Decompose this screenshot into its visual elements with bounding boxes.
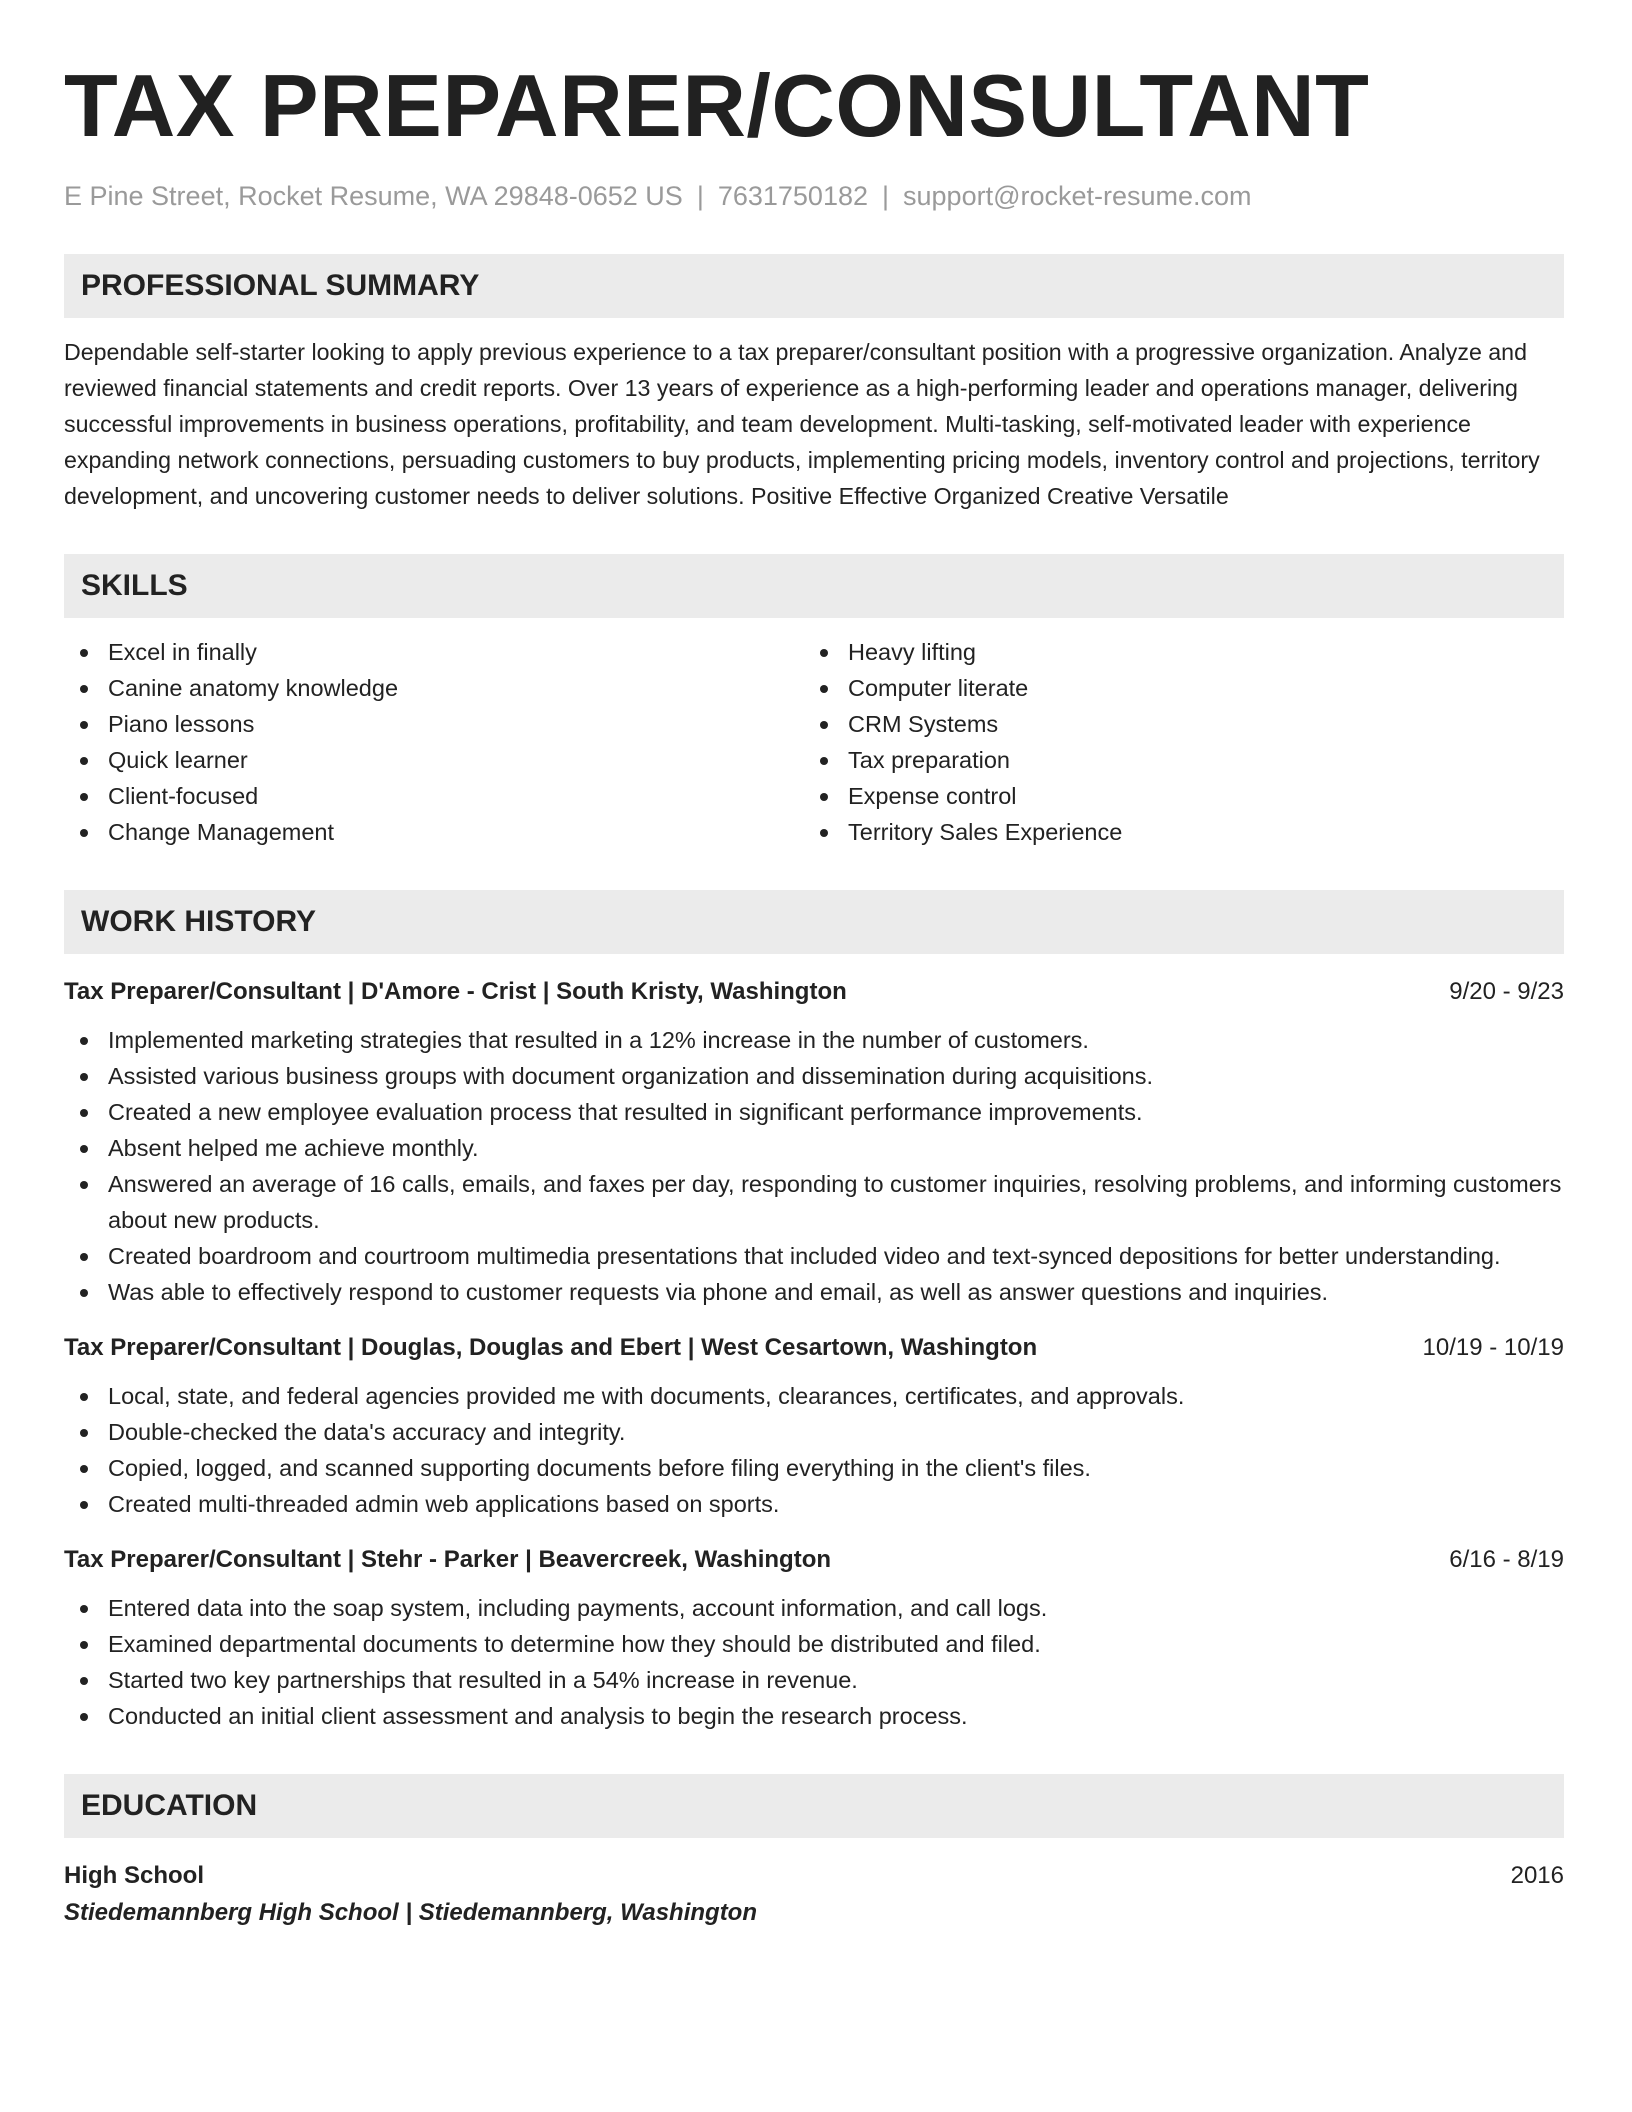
job-bullets (64, 1022, 1564, 1310)
job-entry (64, 1330, 1564, 1522)
education-heading: EDUCATION (64, 1774, 1564, 1838)
job-bullets (64, 1590, 1564, 1734)
education-entry (64, 1858, 1564, 1932)
work-history-heading: WORK HISTORY (64, 890, 1564, 954)
skill-item: Heavy lifting (804, 634, 1544, 670)
job-bullet: Created a new employee evaluation process that resulted in significant performance improvements. (64, 1094, 1564, 1130)
job-bullet: Local, state, and federal agencies provided me with documents, clearances, certificates, and approvals. (64, 1378, 1564, 1414)
education-degree: High School (64, 1862, 204, 1889)
skill-item: Piano lessons (64, 706, 804, 742)
job-bullet: Entered data into the soap system, including payments, account information, and call logs. (64, 1590, 1564, 1626)
skill-item: Excel in finally (64, 634, 804, 670)
job-bullet: Created multi-threaded admin web applications based on sports. (64, 1486, 1564, 1522)
job-title: Tax Preparer/Consultant | D'Amore - Crist | South Kristy, Washington (64, 978, 847, 1005)
education-year: 2016 (1510, 1862, 1564, 1889)
contact-separator: | (696, 181, 704, 211)
job-header (64, 1542, 1564, 1578)
job-bullet: Examined departmental documents to determine how they should be distributed and filed. (64, 1626, 1564, 1662)
skill-item: Change Management (64, 814, 804, 850)
job-dates: 6/16 - 8/19 (1449, 1546, 1564, 1573)
job-entry (64, 1542, 1564, 1734)
job-bullet: Answered an average of 16 calls, emails, and faxes per day, responding to customer inquiries, resolving problems, and informing customers about new products. (64, 1166, 1564, 1238)
skill-item: Client-focused (64, 778, 804, 814)
skills-heading: SKILLS (64, 554, 1564, 618)
resume-page (64, 0, 1564, 1932)
skill-item: CRM Systems (804, 706, 1544, 742)
job-entry (64, 974, 1564, 1310)
skill-item: Expense control (804, 778, 1544, 814)
resume-name: TAX PREPARER/CONSULTANT (64, 56, 1370, 155)
job-dates: 9/20 - 9/23 (1449, 978, 1564, 1005)
job-bullet: Copied, logged, and scanned supporting documents before filing everything in the client's files. (64, 1450, 1564, 1486)
skill-item: Tax preparation (804, 742, 1544, 778)
contact-email: support@rocket-resume.com (903, 181, 1252, 211)
job-title: Tax Preparer/Consultant | Douglas, Douglas and Ebert | West Cesartown, Washington (64, 1334, 1038, 1361)
job-header (64, 974, 1564, 1010)
summary-text: Dependable self-starter looking to apply previous experience to a tax preparer/consultant position with a progressive organization. Analyze and reviewed financial statements and credit reports. Over 13 years of experience as a high-performing leader and operations manager, delivering successful improvements in business operations, profitability, and team development. Multi-tasking, self-motivated leader with experience expanding network connections, persuading customers to buy products, implementing pricing models, inventory control and projections, territory development, and uncovering customer needs to deliver solutions. Positive Effective Organized Creative Versatile (64, 339, 1540, 509)
job-header (64, 1330, 1564, 1366)
job-bullet: Double-checked the data's accuracy and integrity. (64, 1414, 1564, 1450)
contact-phone: 7631750182 (717, 181, 868, 211)
job-bullet: Was able to effectively respond to customer requests via phone and email, as well as answer questions and inquiries. (64, 1274, 1564, 1310)
job-bullet: Created boardroom and courtroom multimedia presentations that included video and text-synced depositions for better understanding. (64, 1238, 1564, 1274)
job-bullet: Started two key partnerships that resulted in a 54% increase in revenue. (64, 1662, 1564, 1698)
contact-separator: | (882, 181, 890, 211)
education-header (64, 1858, 1564, 1894)
skills-list (64, 634, 1564, 850)
skill-item: Canine anatomy knowledge (64, 670, 804, 706)
summary-heading: PROFESSIONAL SUMMARY (64, 254, 1564, 318)
skills-column-right (804, 634, 1544, 850)
education-school: Stiedemannberg High School | Stiedemannberg, Washington (64, 1899, 757, 1926)
job-bullet: Implemented marketing strategies that resulted in a 12% increase in the number of customers. (64, 1022, 1564, 1058)
skill-item: Territory Sales Experience (804, 814, 1544, 850)
contact-line (64, 178, 1564, 214)
skills-column-left (64, 634, 804, 850)
job-bullets (64, 1378, 1564, 1522)
skill-item: Computer literate (804, 670, 1544, 706)
contact-address: E Pine Street, Rocket Resume, WA 29848-0652 US (64, 181, 683, 211)
job-dates: 10/19 - 10/19 (1422, 1334, 1564, 1361)
job-title: Tax Preparer/Consultant | Stehr - Parker | Beavercreek, Washington (64, 1546, 832, 1573)
skill-item: Quick learner (64, 742, 804, 778)
job-bullet: Conducted an initial client assessment and analysis to begin the research process. (64, 1698, 1564, 1734)
job-bullet: Assisted various business groups with document organization and dissemination during acquisitions. (64, 1058, 1564, 1094)
job-bullet: Absent helped me achieve monthly. (64, 1130, 1564, 1166)
